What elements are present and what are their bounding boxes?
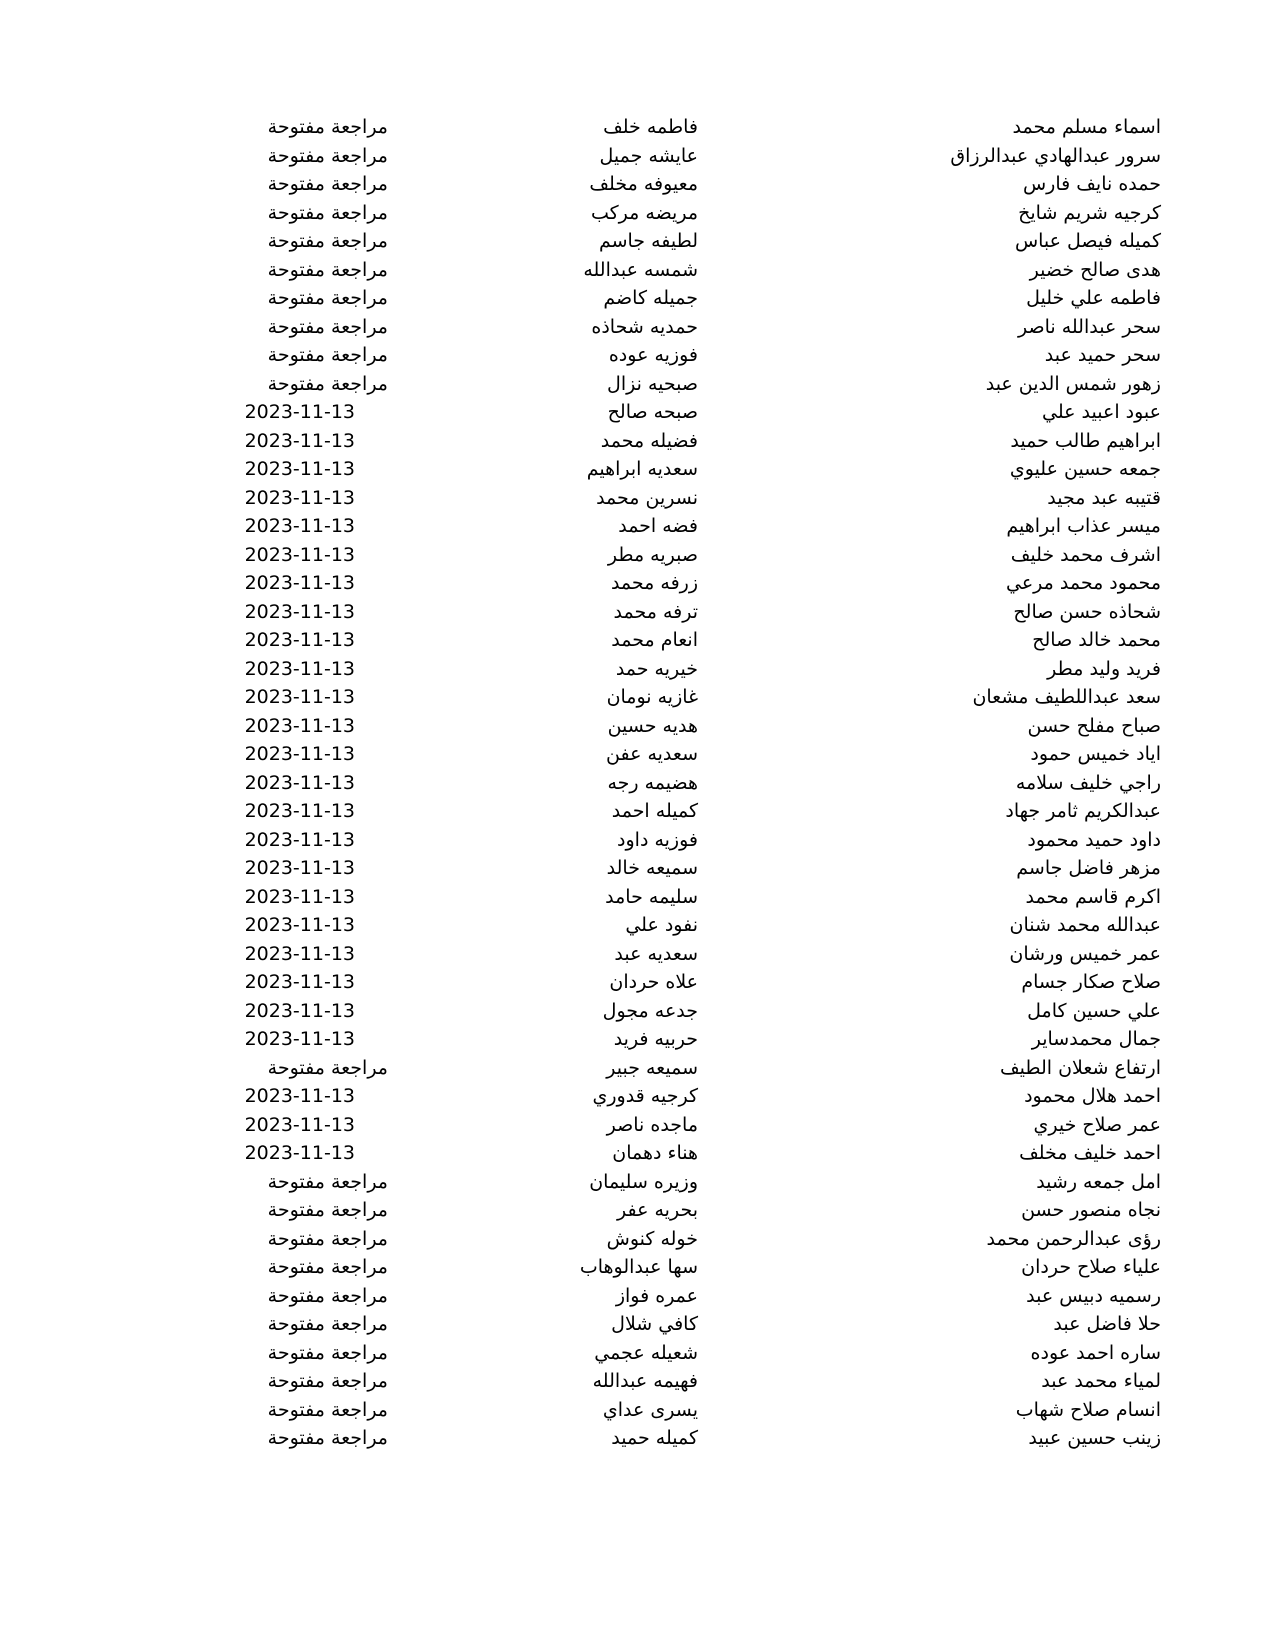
mother-name: علاه حردان xyxy=(609,971,698,993)
review-date: 2023-11-13 xyxy=(244,657,355,680)
review-date: 2023-11-13 xyxy=(244,600,355,623)
table-row xyxy=(0,1025,1275,1053)
mother-name: سليمه حامد xyxy=(605,885,698,908)
person-name: عبود اعبيد علي xyxy=(1042,401,1161,423)
mother-name: سعديه عفن xyxy=(606,743,698,765)
mother-name: نفود علي xyxy=(625,914,698,936)
table-row xyxy=(0,227,1275,255)
table-row xyxy=(0,541,1275,569)
mother-name: هناء دهمان xyxy=(612,1142,698,1164)
review-date: 2023-11-13 xyxy=(244,857,355,879)
table-row xyxy=(0,1111,1275,1139)
person-name: سرور عبدالهادي عبدالرزاق xyxy=(950,144,1161,167)
review-date: 2023-11-13 xyxy=(244,486,355,509)
person-name: جمعه حسين عليوي xyxy=(1009,458,1161,480)
table-row xyxy=(0,170,1275,198)
person-name: سحر حميد عبد xyxy=(1044,344,1161,366)
review-date: 2023-11-13 xyxy=(244,914,355,936)
table-row xyxy=(0,1282,1275,1310)
review-status: مراجعة مفتوحة xyxy=(267,372,388,395)
review-status: مراجعة مفتوحة xyxy=(267,1370,388,1392)
mother-name: خوله كنوش xyxy=(606,1227,698,1250)
table-row xyxy=(0,1310,1275,1338)
mother-name: كافي شلال xyxy=(611,1313,698,1335)
person-name: احمد خليف مخلف xyxy=(1019,1142,1161,1164)
table-row xyxy=(0,142,1275,170)
mother-name: هديه حسين xyxy=(607,714,698,737)
person-name: اسماء مسلم محمد xyxy=(1012,116,1161,138)
review-status: مراجعة مفتوحة xyxy=(267,1284,388,1307)
review-status: مراجعة مفتوحة xyxy=(267,144,388,167)
review-date: 2023-11-13 xyxy=(244,686,355,708)
review-status: مراجعة مفتوحة xyxy=(267,230,388,252)
person-name: سحر عبدالله ناصر xyxy=(1017,315,1161,338)
review-date: 2023-11-13 xyxy=(244,800,355,822)
mother-name: فهيمه عبدالله xyxy=(592,1370,698,1392)
table-row xyxy=(0,113,1275,141)
mother-name: شعيله عجمي xyxy=(594,1341,698,1364)
review-date: 2023-11-13 xyxy=(244,828,355,851)
table-row xyxy=(0,1424,1275,1452)
table-row xyxy=(0,1339,1275,1367)
mother-name: عمره فواز xyxy=(615,1284,698,1307)
review-date: 2023-11-13 xyxy=(244,629,355,651)
mother-name: سها عبدالوهاب xyxy=(579,1256,698,1278)
table-row xyxy=(0,940,1275,968)
person-name: عمر خميس ورشان xyxy=(1009,942,1161,965)
review-date: 2023-11-13 xyxy=(244,942,355,965)
mother-name: فوزيه داود xyxy=(617,828,698,851)
person-name: علي حسين كامل xyxy=(1027,999,1161,1022)
person-name: مزهر فاضل جاسم xyxy=(1016,857,1161,879)
person-name: انسام صلاح شهاب xyxy=(1015,1398,1161,1421)
review-status: مراجعة مفتوحة xyxy=(267,1056,388,1079)
person-name: امل جمعه رشيد xyxy=(1036,1170,1161,1193)
person-name: رؤى عبدالرحمن محمد xyxy=(986,1227,1161,1250)
review-status: مراجعة مفتوحة xyxy=(267,1227,388,1250)
person-name: محمود محمد مرعي xyxy=(1005,572,1161,594)
mother-name: صبريه مطر xyxy=(607,543,698,566)
mother-name: حربيه فريد xyxy=(613,1028,698,1050)
mother-name: سميعه جبير xyxy=(606,1056,698,1079)
mother-name: غازيه نومان xyxy=(606,686,698,708)
review-status: مراجعة مفتوحة xyxy=(267,1256,388,1278)
table-row xyxy=(0,341,1275,369)
person-name: رسميه دبيس عبد xyxy=(1026,1284,1161,1307)
review-date: 2023-11-13 xyxy=(244,543,355,566)
table-row xyxy=(0,740,1275,768)
review-date: 2023-11-13 xyxy=(244,971,355,993)
person-name: ارتفاع شعلان الطيف xyxy=(1000,1056,1161,1079)
mother-name: معيوفه مخلف xyxy=(589,173,698,195)
mother-name: فضه احمد xyxy=(618,515,698,537)
person-name: لمياء محمد عبد xyxy=(1041,1370,1161,1392)
person-name: سعد عبداللطيف مشعان xyxy=(972,686,1161,708)
review-date: 2023-11-13 xyxy=(244,1142,355,1164)
table-row xyxy=(0,1168,1275,1196)
mother-name: كرجيه قدوري xyxy=(592,1085,698,1107)
review-status: مراجعة مفتوحة xyxy=(267,344,388,366)
mother-name: مريضه مركب xyxy=(590,201,698,224)
person-name: راجي خليف سلامه xyxy=(1015,771,1161,794)
person-name: اشرف محمد خليف xyxy=(1010,543,1161,566)
table-row xyxy=(0,256,1275,284)
review-date: 2023-11-13 xyxy=(244,743,355,765)
mother-name: سعديه ابراهيم xyxy=(586,458,698,480)
review-date: 2023-11-13 xyxy=(244,458,355,480)
table-row xyxy=(0,512,1275,540)
person-name: كرجيه شريم شايخ xyxy=(1018,201,1161,224)
table-row xyxy=(0,1253,1275,1281)
table-row xyxy=(0,284,1275,312)
review-status: مراجعة مفتوحة xyxy=(267,287,388,309)
review-status: مراجعة مفتوحة xyxy=(267,1341,388,1364)
person-name: حلا فاضل عبد xyxy=(1053,1313,1161,1335)
mother-name: كميله حميد xyxy=(611,1427,698,1449)
person-name: زهور شمس الدين عبد xyxy=(985,372,1161,395)
person-name: صباح مفلح حسن xyxy=(1027,714,1161,737)
mother-name: لطيفه جاسم xyxy=(598,230,698,252)
person-name: جمال محمدساير xyxy=(1031,1028,1161,1050)
person-name: عبدالكريم ثامر جهاد xyxy=(1005,800,1161,822)
mother-name: صبحه صالح xyxy=(607,401,698,423)
table-row xyxy=(0,1196,1275,1224)
mother-name: ماجده ناصر xyxy=(606,1113,698,1136)
person-name: ساره احمد عوده xyxy=(1030,1341,1161,1364)
mother-name: زرفه محمد xyxy=(610,572,698,594)
review-date: 2023-11-13 xyxy=(244,515,355,537)
table-row xyxy=(0,455,1275,483)
review-status: مراجعة مفتوحة xyxy=(267,173,388,195)
table-row xyxy=(0,370,1275,398)
table-row xyxy=(0,1367,1275,1395)
mother-name: عايشه جميل xyxy=(599,144,698,167)
mother-name: ترفه محمد xyxy=(613,600,698,623)
table-row xyxy=(0,683,1275,711)
table-row xyxy=(0,854,1275,882)
table-row xyxy=(0,598,1275,626)
mother-name: وزيره سليمان xyxy=(589,1170,698,1193)
person-name: علياء صلاح حردان xyxy=(1021,1256,1161,1278)
review-date: 2023-11-13 xyxy=(244,429,355,452)
mother-name: حمديه شحاذه xyxy=(591,315,698,338)
review-date: 2023-11-13 xyxy=(244,885,355,908)
review-date: 2023-11-13 xyxy=(244,572,355,594)
table-row xyxy=(0,712,1275,740)
review-date: 2023-11-13 xyxy=(244,1028,355,1050)
table-row xyxy=(0,769,1275,797)
table-row xyxy=(0,1082,1275,1110)
mother-name: جميله كاضم xyxy=(603,287,698,309)
mother-name: سعديه عبد xyxy=(614,942,698,965)
person-name: نجاه منصور حسن xyxy=(1021,1199,1161,1221)
person-name: زينب حسين عبيد xyxy=(1028,1427,1161,1449)
person-name: كميله فيصل عباس xyxy=(1014,230,1161,252)
person-name: عمر صلاح خيري xyxy=(1033,1113,1161,1136)
table-row xyxy=(0,1396,1275,1424)
table-row xyxy=(0,997,1275,1025)
mother-name: فوزيه عوده xyxy=(608,344,698,366)
mother-name: بحريه عفر xyxy=(617,1199,698,1221)
person-name: احمد هلال محمود xyxy=(1024,1085,1161,1107)
person-name: ميسر عذاب ابراهيم xyxy=(1006,515,1161,537)
review-date: 2023-11-13 xyxy=(244,1085,355,1107)
mother-name: سميعه خالد xyxy=(606,857,698,879)
table-row xyxy=(0,826,1275,854)
mother-name: شمسه عبدالله xyxy=(583,258,698,281)
table-row xyxy=(0,199,1275,227)
person-name: شحاذه حسن صالح xyxy=(1013,600,1161,623)
person-name: ابراهيم طالب حميد xyxy=(1010,429,1161,452)
review-status: مراجعة مفتوحة xyxy=(267,315,388,338)
person-name: حمده نايف فارس xyxy=(1022,173,1161,195)
table-row xyxy=(0,1054,1275,1082)
table-row xyxy=(0,569,1275,597)
mother-name: نسرين محمد xyxy=(596,486,698,509)
person-name: اكرم قاسم محمد xyxy=(1025,885,1161,908)
mother-name: يسرى عداي xyxy=(602,1398,698,1421)
review-status: مراجعة مفتوحة xyxy=(267,1199,388,1221)
mother-name: جدعه مجول xyxy=(602,999,698,1022)
table-row xyxy=(0,313,1275,341)
table-row xyxy=(0,655,1275,683)
mother-name: خيريه حمد xyxy=(615,657,698,680)
table-row xyxy=(0,883,1275,911)
person-name: صلاح صكار جسام xyxy=(1021,971,1161,993)
mother-name: انعام محمد xyxy=(611,629,698,651)
table-row xyxy=(0,1225,1275,1253)
person-name: فريد وليد مطر xyxy=(1047,657,1161,680)
review-status: مراجعة مفتوحة xyxy=(267,116,388,138)
review-status: مراجعة مفتوحة xyxy=(267,1427,388,1449)
person-name: فاطمه علي خليل xyxy=(1026,287,1161,309)
review-status: مراجعة مفتوحة xyxy=(267,258,388,281)
review-date: 2023-11-13 xyxy=(244,714,355,737)
mother-name: فضيله محمد xyxy=(600,429,698,452)
review-status: مراجعة مفتوحة xyxy=(267,1398,388,1421)
table-row xyxy=(0,484,1275,512)
review-status: مراجعة مفتوحة xyxy=(267,1170,388,1193)
person-name: اياد خميس حمود xyxy=(1030,743,1161,765)
mother-name: كميله احمد xyxy=(611,800,698,822)
review-date: 2023-11-13 xyxy=(244,401,355,423)
mother-name: هضيمه رجه xyxy=(607,771,698,794)
person-name: عبدالله محمد شنان xyxy=(1009,914,1161,936)
table-row xyxy=(0,427,1275,455)
table-row xyxy=(0,911,1275,939)
table-row xyxy=(0,968,1275,996)
review-date: 2023-11-13 xyxy=(244,771,355,794)
person-name: هدى صالح خضير xyxy=(1029,258,1161,281)
review-date: 2023-11-13 xyxy=(244,1113,355,1136)
person-name: قتيبه عبد مجيد xyxy=(1047,486,1161,509)
table-row xyxy=(0,797,1275,825)
review-status: مراجعة مفتوحة xyxy=(267,1313,388,1335)
review-status: مراجعة مفتوحة xyxy=(267,201,388,224)
person-name: محمد خالد صالح xyxy=(1032,629,1161,651)
person-name: داود حميد محمود xyxy=(1027,828,1161,851)
mother-name: فاطمه خلف xyxy=(603,116,698,138)
mother-name: صبحيه نزال xyxy=(607,372,698,395)
table-row xyxy=(0,1139,1275,1167)
table-row xyxy=(0,626,1275,654)
table-row xyxy=(0,398,1275,426)
review-date: 2023-11-13 xyxy=(244,999,355,1022)
